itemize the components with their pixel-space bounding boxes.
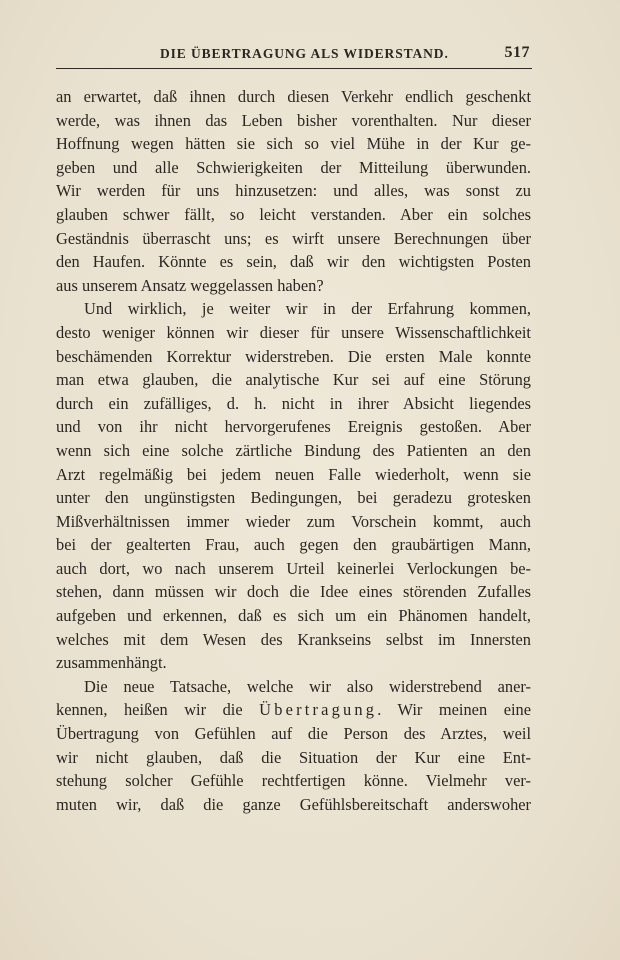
- text-line: welches mit dem Wesen des Krankseins selbst im Innersten: [56, 629, 531, 649]
- text-line: Geständnis überrascht uns; es wirft unsere Berechnungen über: [56, 228, 531, 248]
- text-line: Und wirklich, je weiter wir in der Erfahrung kommen,: [84, 299, 531, 319]
- text-line: und von ihr nicht hervorgerufenes Ereignis gestoßen. Aber: [56, 417, 531, 437]
- header-rule: [56, 68, 532, 69]
- text-line: bei der gealterten Frau, auch gegen den graubärtigen Mann,: [56, 535, 531, 555]
- emphasized-term: Übertragung: [259, 700, 378, 720]
- text-line: muten wir, daß die ganze Gefühlsbereitschaft anderswoher: [56, 794, 531, 814]
- text-line: durch ein zufälliges, d. h. nicht in ihrer Absicht liegendes: [56, 393, 531, 413]
- text-line: wenn sich eine solche zärtliche Bindung des Patienten an den: [56, 440, 531, 460]
- page-header: [56, 44, 532, 66]
- page-number: 517: [504, 44, 530, 61]
- text-line: stehen, dann müssen wir doch die Idee eines störenden Zufalles: [56, 582, 531, 602]
- text-line: aus unserem Ansatz weggelassen haben?: [56, 275, 324, 295]
- text-line: Arzt regelmäßig bei jedem neuen Falle wiederholt, wenn sie: [56, 464, 531, 484]
- text-line: den Haufen. Könnte es sein, daß wir den wichtigsten Posten: [56, 252, 531, 272]
- text-line: desto weniger können wir dieser für unsere Wissenschaftlichkeit: [56, 322, 531, 342]
- text-segment: . Wir meinen eine: [377, 700, 531, 720]
- text-line: werde, was ihnen das Leben bisher vorenthalten. Nur dieser: [56, 110, 531, 130]
- text-line: unter den ungünstigsten Bedingungen, bei geradezu grotesken: [56, 488, 531, 508]
- text-segment: kennen, heißen wir die: [56, 700, 260, 720]
- text-line-with-emphasis: [56, 698, 531, 722]
- text-line: Wir werden für uns hinzusetzen: und alles, was sonst zu: [56, 181, 531, 201]
- text-line: Mißverhältnissen immer wieder zum Vorschein kommt, auch: [56, 511, 531, 531]
- text-line: wir nicht glauben, daß die Situation der Kur eine Ent-: [56, 747, 531, 767]
- text-line: geben und alle Schwierigkeiten der Mitteilung überwunden.: [56, 157, 531, 177]
- text-line: stehung solcher Gefühle rechtfertigen könne. Vielmehr ver-: [56, 771, 531, 791]
- text-line: glauben schwer fällt, so leicht verstanden. Aber ein solches: [56, 204, 531, 224]
- text-line: man etwa glauben, die analytische Kur sei auf eine Störung: [56, 370, 531, 390]
- running-title: DIE ÜBERTRAGUNG ALS WIDERSTAND.: [160, 46, 449, 61]
- text-line: zusammenhängt.: [56, 653, 167, 673]
- body-text: [56, 85, 531, 816]
- text-line: aufgeben und erkennen, daß es sich um ein Phänomen handelt,: [56, 606, 531, 626]
- text-line: auch dort, wo nach unserem Urteil keinerlei Verlockungen be-: [56, 558, 531, 578]
- text-line: beschämenden Korrektur widerstreben. Die ersten Male konnte: [56, 346, 531, 366]
- text-line: Hoffnung wegen hätten sie sich so viel Mühe in der Kur ge-: [56, 134, 531, 154]
- text-line: an erwartet, daß ihnen durch diesen Verkehr endlich geschenkt: [56, 87, 531, 106]
- text-line: Die neue Tatsache, welche wir also widerstrebend aner-: [84, 676, 531, 696]
- text-line: Übertragung von Gefühlen auf die Person des Arztes, weil: [56, 724, 531, 744]
